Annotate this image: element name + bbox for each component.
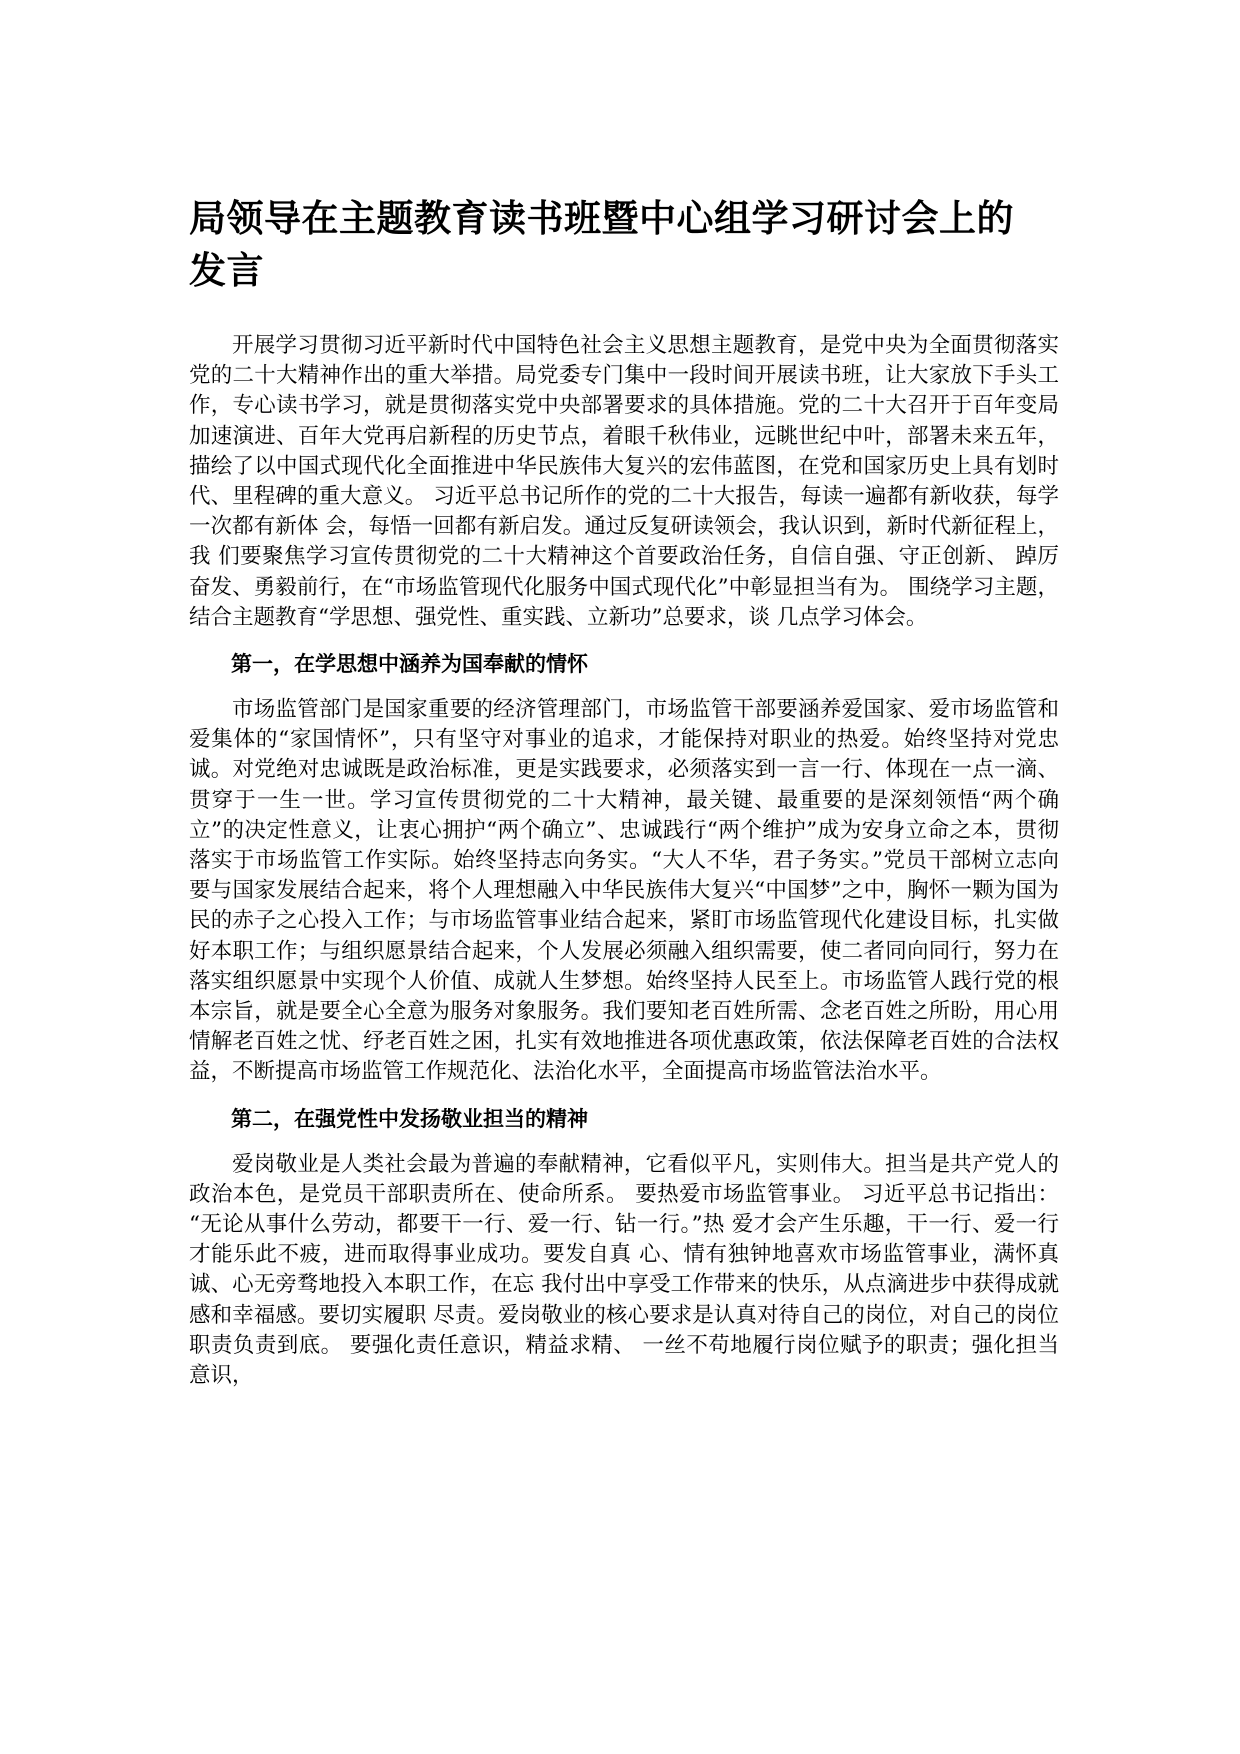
intro-paragraph: 开展学习贯彻习近平新时代中国特色社会主义思想主题教育，是党中央为全面贯彻落实党的二十大精神作出的重大举措。局党委专门集中一段时间开展读书班，让大家放下手头工作，专心读书学习，就是贯彻落实党中央部署要求的具体措施。党的二十大召开于百年变局加速演进、百年大党再启新程的历史节点，着眼千秋伟业，远眺世纪中叶，部署未来五年，描绘了以中国式现代化全面推进中华民族伟大复兴的宏伟蓝图，在党和国家历史上具有划时代、里程碑的重大意义。 习近平总书记所作的党的二十大报告，每读一遍都有新收获，每学一次都有新体 会，每悟一回都有新启发。通过反复研读领会，我认识到，新时代新征程上，我 们要聚焦学习宣传贯彻党的二十大精神这个首要政治任务，自信自强、守正创新、 踔厉奋发、勇毅前行，在“市场监管现代化服务中国式现代化”中彰显担当有为。 围绕学习主题，结合主题教育“学思想、强党性、重实践、立新功”总要求，谈 几点学习体会。 — [189, 333, 1059, 630]
document-title: 局领导在主题教育读书班暨中心组学习研讨会上的发言 — [189, 197, 1014, 292]
section-2-body: 爱岗敬业是人类社会最为普遍的奉献精神，它看似平凡，实则伟大。担当是共产党人的政治本色，是党员干部职责所在、使命所系。 要热爱市场监管事业。 习近平总书记指出： “无论从事什么劳动，都要干一行、爱一行、钻一行。”热 爱才会产生乐趣，干一行、爱一行才能乐此不疲，进而取得事业成功。要发自真 心、情有独钟地喜欢市场监管事业，满怀真诚、心无旁骛地投入本职工作，在忘 我付出中享受工作带来的快乐，从点滴进步中获得成就感和幸福感。要切实履职 尽责。爱岗敬业的核心要求是认真对待自己的岗位，对自己的岗位职责负责到底。 要强化责任意识，精益求精、 一丝不苟地履行岗位赋予的职责；强化担当意识， — [189, 1151, 1059, 1389]
section-1-body: 市场监管部门是国家重要的经济管理部门，市场监管干部要涵养爱国家、爱市场监管和爱集体的“家国情怀”，只有坚守对事业的追求，才能保持对职业的热爱。始终坚持对党忠诚。对党绝对忠诚既是政治标准，更是实践要求，必须落实到一言一行、体现在一点一滴、贯穿于一生一世。学习宣传贯彻党的二十大精神，最关键、最重要的是深刻领悟“两个确立”的决定性意义，让衷心拥护“两个确立”、忠诚践行“两个维护”成为安身立命之本，贯彻落实于市场监管工作实际。始终坚持志向务实。“大人不华，君子务实。”党员干部树立志向要与国家发展结合起来，将个人理想融入中华民族伟大复兴“中国梦”之中，胸怀一颗为国为民的赤子之心投入工作；与市场监管事业结合起来，紧盯市场监管现代化建设目标，扎实做好本职工作；与组织愿景结合起来，个人发展必须融入组织需要，使二者同向同行，努力在落实组织愿景中实现个人价值、成就人生梦想。始终坚持人民至上。市场监管人践行党的根本宗旨，就是要全心全意为服务对象服务。我们要知老百姓所需、念老百姓之所盼，用心用情解老百姓之忧、纾老百姓之困，扎实有效地推进各项优惠政策，依法保障老百姓的合法权益，不断提高市场监管工作规范化、法治化水平，全面提高市场监管法治水平。 — [189, 697, 1059, 1085]
document-page — [189, 193, 1059, 1391]
section-2-heading: 第二，在强党性中发扬敬业担当的精神 — [231, 1106, 588, 1131]
section-1-heading: 第一，在学思想中涵养为国奉献的情怀 — [231, 652, 588, 677]
